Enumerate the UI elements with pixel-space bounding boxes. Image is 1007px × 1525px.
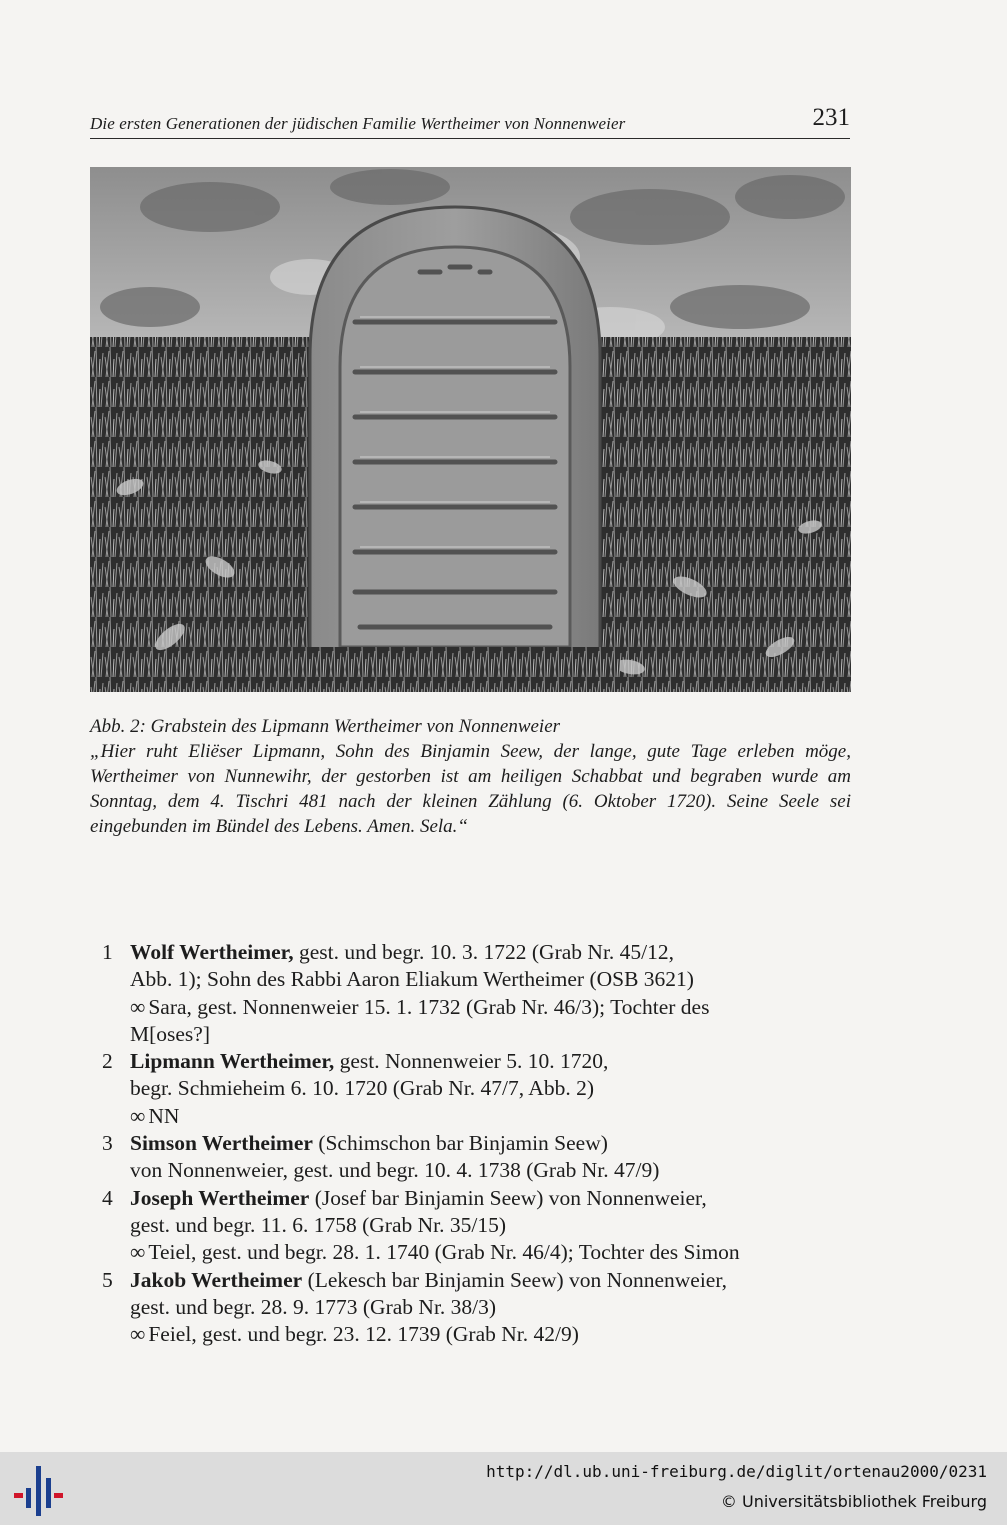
entry-name: Joseph Wertheimer <box>130 1185 310 1210</box>
entry-number: 2 <box>102 1049 113 1074</box>
entry-number: 1 <box>102 940 113 964</box>
genealogy-entry <box>100 939 870 1048</box>
gravestone-photo <box>90 167 851 692</box>
entry-text: gest. Nonnenweier 5. 10. 1720, <box>334 1049 609 1074</box>
spouse-text: Sara, gest. Nonnenweier 15. 1. 1732 (Grab Nr. 46/3); Tochter des <box>148 994 710 1019</box>
spouse-text: Teiel, gest. und begr. 28. 1. 1740 (Grab Nr. 46/4); Tochter des Simon <box>148 1240 740 1265</box>
entry-line <box>130 939 870 966</box>
entry-name: Simson Wertheimer <box>130 1131 313 1156</box>
spouse-text: NN <box>148 1103 180 1128</box>
entry-line: gest. und begr. 11. 6. 1758 (Grab Nr. 35/15) <box>130 1212 506 1237</box>
entry-name: Jakob Wertheimer <box>130 1267 303 1292</box>
entry-line <box>130 1130 870 1157</box>
caption-quote: „Hier ruht Eliëser Lipmann, Sohn des Binjamin Seew, der lange, gute Tage erleben möge, Wertheimer von Nunnewihr, der gestorben ist am heiligen Schabbat und begraben wurde am Sonntag, dem 4. Tischri 481 nach der kleinen Zählung (6. Oktober 1720). Seine Seele sei eingebunden im Bündel des Lebens. Amen. Sela.“ <box>90 741 851 837</box>
gravestone-photo-image <box>90 167 851 692</box>
entry-text: gest. und begr. 10. 3. 1722 (Grab Nr. 45/12, <box>293 940 675 964</box>
ub-freiburg-logo-icon[interactable] <box>12 1466 66 1516</box>
entry-line <box>130 1267 870 1294</box>
marriage-line <box>130 1239 870 1266</box>
entry-number: 3 <box>102 1131 113 1156</box>
spouse-text: Feiel, gest. und begr. 23. 12. 1739 (Grab Nr. 42/9) <box>148 1322 579 1347</box>
running-head <box>90 104 850 139</box>
entry-line: M[oses?] <box>130 1021 211 1046</box>
entry-line <box>130 1048 870 1075</box>
entry-line: begr. Schmieheim 6. 10. 1720 (Grab Nr. 47/7, Abb. 2) <box>130 1076 594 1101</box>
marriage-symbol: ∞ <box>130 1322 146 1347</box>
entry-line <box>130 1185 870 1212</box>
figure-caption <box>90 714 851 839</box>
copyright-notice: © Universitätsbibliothek Freiburg <box>720 1492 987 1511</box>
caption-title: Abb. 2: Grabstein des Lipmann Wertheimer von Nonnenweier <box>90 716 561 737</box>
genealogy-entries <box>100 939 870 1348</box>
entry-line: gest. und begr. 28. 9. 1773 (Grab Nr. 38/3) <box>130 1294 497 1319</box>
entry-text: (Josef bar Binjamin Seew) von Nonnenweier, <box>309 1185 707 1210</box>
marriage-line <box>130 1321 870 1348</box>
running-title: Die ersten Generationen der jüdischen Familie Wertheimer von Nonnenweier <box>90 114 626 133</box>
entry-text: (Schimschon bar Binjamin Seew) <box>312 1131 608 1156</box>
viewer-footer <box>0 1452 1007 1525</box>
entry-number: 5 <box>102 1267 113 1292</box>
entry-number: 4 <box>102 1185 113 1210</box>
marriage-symbol: ∞ <box>130 994 146 1019</box>
genealogy-entry <box>100 1185 870 1267</box>
marriage-symbol: ∞ <box>130 1240 146 1265</box>
permalink-url[interactable]: http://dl.ub.uni-freiburg.de/diglit/ortenau2000/0231 <box>486 1462 987 1481</box>
genealogy-entry <box>100 1130 870 1185</box>
marriage-symbol: ∞ <box>130 1103 146 1128</box>
entry-name: Wolf Wertheimer, <box>130 940 294 964</box>
marriage-line <box>130 994 870 1021</box>
marriage-line <box>130 1103 870 1130</box>
entry-line: Abb. 1); Sohn des Rabbi Aaron Eliakum Wertheimer (OSB 3621) <box>130 967 694 992</box>
entry-text: (Lekesch bar Binjamin Seew) von Nonnenweier, <box>302 1267 728 1292</box>
page-number: 231 <box>812 104 850 131</box>
genealogy-entry <box>100 1267 870 1349</box>
entry-name: Lipmann Wertheimer, <box>130 1049 335 1074</box>
entry-line: von Nonnenweier, gest. und begr. 10. 4. 1738 (Grab Nr. 47/9) <box>130 1158 660 1183</box>
genealogy-entry <box>100 1048 870 1130</box>
